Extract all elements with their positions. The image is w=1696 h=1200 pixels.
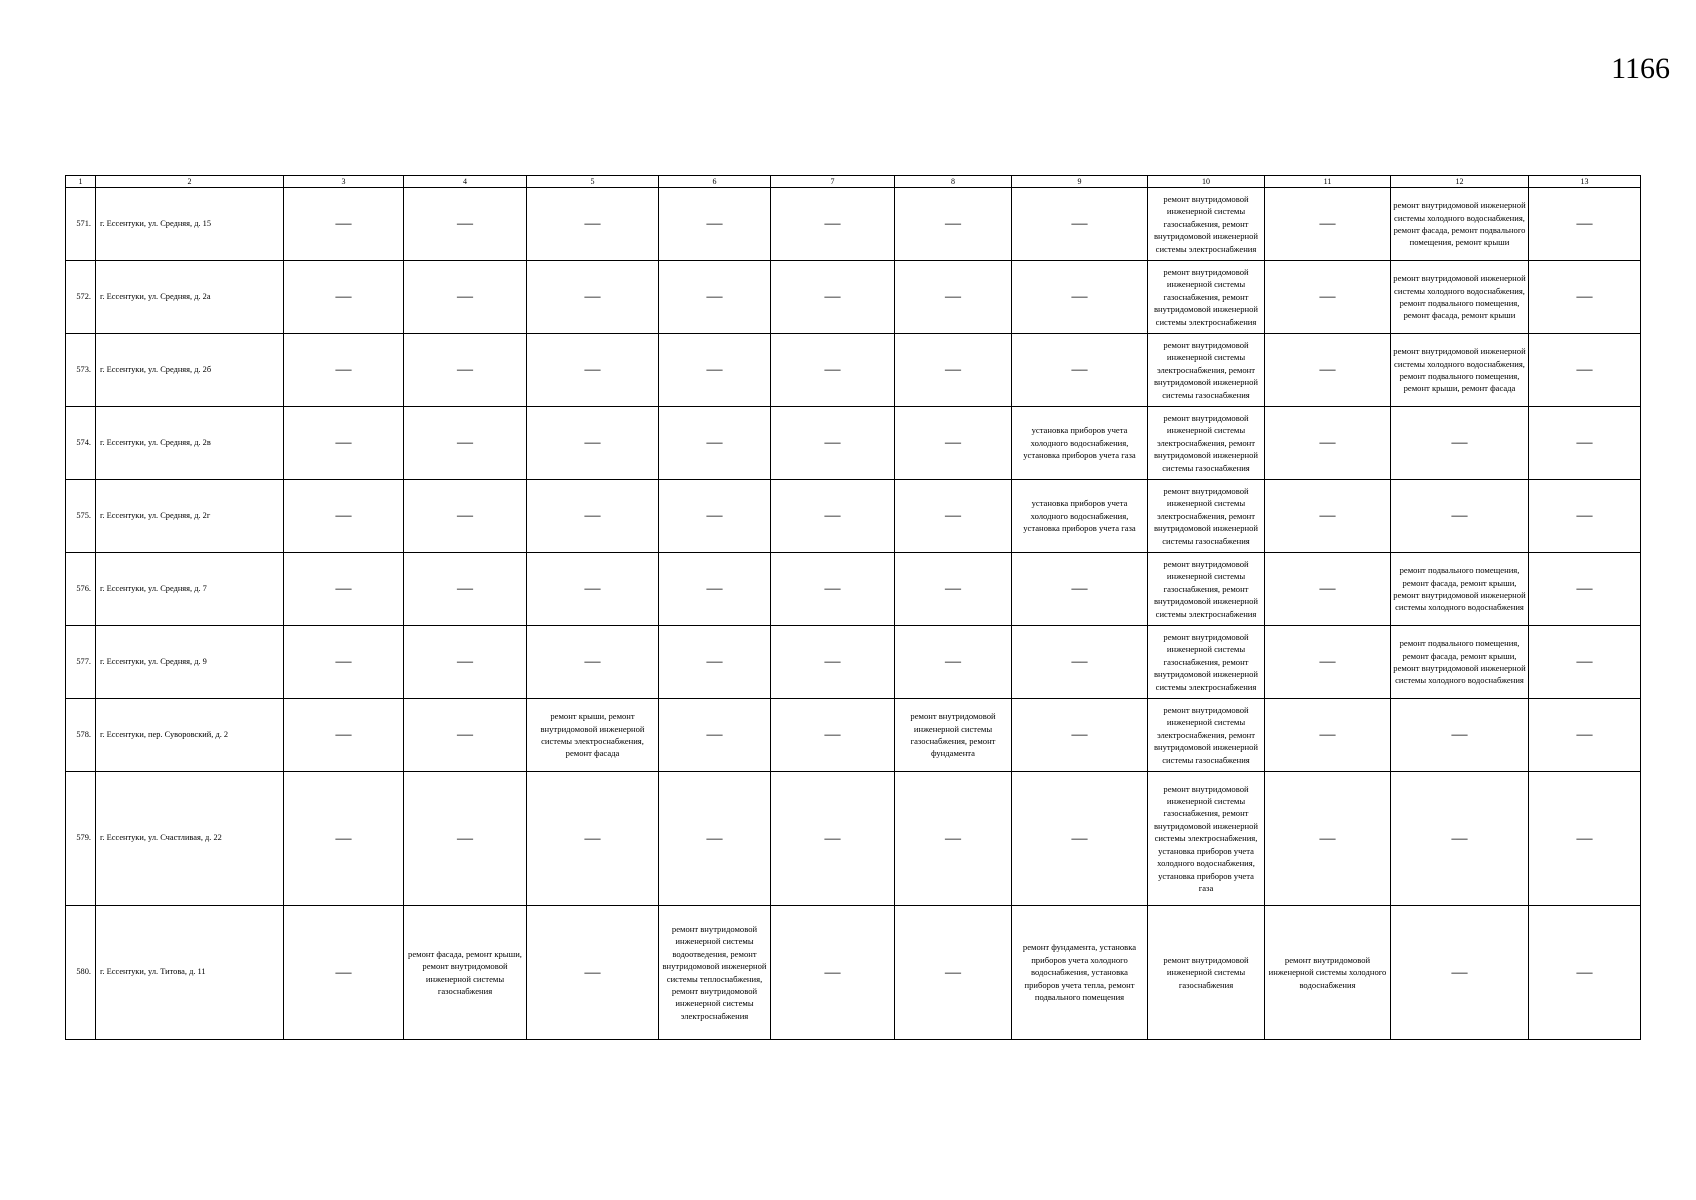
column-number-cell: 4 [404, 176, 527, 188]
address-cell: г. Ессентуки, ул. Средняя, д. 2г [96, 480, 284, 553]
empty-dash-cell: — [1012, 553, 1148, 626]
address-cell: г. Ессентуки, ул. Средняя, д. 2в [96, 407, 284, 480]
address-cell: г. Ессентуки, ул. Средняя, д. 2б [96, 334, 284, 407]
empty-dash-cell: — [659, 188, 771, 261]
empty-dash-cell: — [895, 261, 1012, 334]
empty-dash-cell: — [771, 906, 895, 1040]
table-row [66, 699, 1641, 772]
empty-dash-cell: — [895, 626, 1012, 699]
row-number-cell: 580. [66, 906, 96, 1040]
work-description-cell: ремонт внутридомовой инженерной системы газоснабжения, ремонт внутридомовой инженерной системы электроснабжения [1148, 626, 1265, 699]
empty-dash-cell: — [1265, 188, 1391, 261]
empty-dash-cell: — [284, 626, 404, 699]
empty-dash-cell: — [659, 261, 771, 334]
column-number-cell: 13 [1529, 176, 1641, 188]
empty-dash-cell: — [1012, 188, 1148, 261]
empty-dash-cell: — [1265, 772, 1391, 906]
empty-dash-cell: — [284, 407, 404, 480]
empty-dash-cell: — [284, 906, 404, 1040]
empty-dash-cell: — [404, 188, 527, 261]
empty-dash-cell: — [527, 906, 659, 1040]
row-number-cell: 574. [66, 407, 96, 480]
empty-dash-cell: — [771, 480, 895, 553]
empty-dash-cell: — [659, 699, 771, 772]
empty-dash-cell: — [1012, 334, 1148, 407]
column-number-row [66, 176, 1641, 188]
column-number-cell: 8 [895, 176, 1012, 188]
repair-register-table [65, 175, 1641, 1040]
empty-dash-cell: — [1391, 772, 1529, 906]
empty-dash-cell: — [1265, 553, 1391, 626]
empty-dash-cell: — [284, 553, 404, 626]
work-description-cell: установка приборов учета холодного водоснабжения, установка приборов учета газа [1012, 480, 1148, 553]
empty-dash-cell: — [404, 261, 527, 334]
empty-dash-cell: — [527, 261, 659, 334]
empty-dash-cell: — [1529, 906, 1641, 1040]
empty-dash-cell: — [1529, 480, 1641, 553]
empty-dash-cell: — [895, 334, 1012, 407]
column-number-cell: 9 [1012, 176, 1148, 188]
work-description-cell: ремонт фасада, ремонт крыши, ремонт внутридомовой инженерной системы газоснабжения [404, 906, 527, 1040]
work-description-cell: ремонт внутридомовой инженерной системы холодного водоснабжения, ремонт фасада, ремонт подвального помещения, ремонт крыши [1391, 188, 1529, 261]
column-number-cell: 2 [96, 176, 284, 188]
work-description-cell: ремонт крыши, ремонт внутридомовой инженерной системы электроснабжения, ремонт фасада [527, 699, 659, 772]
empty-dash-cell: — [659, 407, 771, 480]
empty-dash-cell: — [1265, 407, 1391, 480]
empty-dash-cell: — [284, 699, 404, 772]
address-cell: г. Ессентуки, пер. Суворовский, д. 2 [96, 699, 284, 772]
row-number-cell: 576. [66, 553, 96, 626]
empty-dash-cell: — [284, 334, 404, 407]
empty-dash-cell: — [404, 699, 527, 772]
empty-dash-cell: — [527, 334, 659, 407]
empty-dash-cell: — [895, 407, 1012, 480]
table-row [66, 906, 1641, 1040]
work-description-cell: ремонт фундамента, установка приборов учета холодного водоснабжения, установка приборов учета тепла, ремонт подвального помещения [1012, 906, 1148, 1040]
empty-dash-cell: — [404, 334, 527, 407]
empty-dash-cell: — [771, 626, 895, 699]
empty-dash-cell: — [771, 188, 895, 261]
row-number-cell: 575. [66, 480, 96, 553]
address-cell: г. Ессентуки, ул. Средняя, д. 15 [96, 188, 284, 261]
empty-dash-cell: — [659, 772, 771, 906]
empty-dash-cell: — [771, 772, 895, 906]
empty-dash-cell: — [527, 188, 659, 261]
empty-dash-cell: — [659, 334, 771, 407]
empty-dash-cell: — [895, 906, 1012, 1040]
column-number-cell: 12 [1391, 176, 1529, 188]
empty-dash-cell: — [1265, 480, 1391, 553]
empty-dash-cell: — [1529, 699, 1641, 772]
row-number-cell: 573. [66, 334, 96, 407]
empty-dash-cell: — [404, 480, 527, 553]
empty-dash-cell: — [1529, 553, 1641, 626]
empty-dash-cell: — [1529, 261, 1641, 334]
address-cell: г. Ессентуки, ул. Счастливая, д. 22 [96, 772, 284, 906]
address-cell: г. Ессентуки, ул. Средняя, д. 9 [96, 626, 284, 699]
address-cell: г. Ессентуки, ул. Средняя, д. 7 [96, 553, 284, 626]
work-description-cell: ремонт внутридомовой инженерной системы электроснабжения, ремонт внутридомовой инженерной системы газоснабжения [1148, 699, 1265, 772]
address-cell: г. Ессентуки, ул. Средняя, д. 2а [96, 261, 284, 334]
work-description-cell: ремонт внутридомовой инженерной системы газоснабжения, ремонт внутридомовой инженерной системы электроснабжения [1148, 553, 1265, 626]
empty-dash-cell: — [659, 480, 771, 553]
empty-dash-cell: — [1391, 699, 1529, 772]
column-number-cell: 10 [1148, 176, 1265, 188]
empty-dash-cell: — [284, 188, 404, 261]
empty-dash-cell: — [895, 188, 1012, 261]
empty-dash-cell: — [527, 772, 659, 906]
work-description-cell: установка приборов учета холодного водоснабжения, установка приборов учета газа [1012, 407, 1148, 480]
empty-dash-cell: — [1012, 626, 1148, 699]
table-row [66, 188, 1641, 261]
empty-dash-cell: — [659, 626, 771, 699]
work-description-cell: ремонт внутридомовой инженерной системы газоснабжения, ремонт внутридомовой инженерной системы электроснабжения [1148, 188, 1265, 261]
empty-dash-cell: — [771, 699, 895, 772]
work-description-cell: ремонт внутридомовой инженерной системы электроснабжения, ремонт внутридомовой инженерной системы газоснабжения [1148, 334, 1265, 407]
work-description-cell: ремонт подвального помещения, ремонт фасада, ремонт крыши, ремонт внутридомовой инженерной системы холодного водоснабжения [1391, 626, 1529, 699]
empty-dash-cell: — [1391, 906, 1529, 1040]
work-description-cell: ремонт внутридомовой инженерной системы газоснабжения [1148, 906, 1265, 1040]
empty-dash-cell: — [895, 480, 1012, 553]
empty-dash-cell: — [1012, 261, 1148, 334]
work-description-cell: ремонт внутридомовой инженерной системы холодного водоснабжения [1265, 906, 1391, 1040]
work-description-cell: ремонт внутридомовой инженерной системы электроснабжения, ремонт внутридомовой инженерной системы газоснабжения [1148, 480, 1265, 553]
empty-dash-cell: — [1265, 261, 1391, 334]
empty-dash-cell: — [771, 407, 895, 480]
work-description-cell: ремонт подвального помещения, ремонт фасада, ремонт крыши, ремонт внутридомовой инженерной системы холодного водоснабжения [1391, 553, 1529, 626]
empty-dash-cell: — [1529, 334, 1641, 407]
empty-dash-cell: — [284, 261, 404, 334]
work-description-cell: ремонт внутридомовой инженерной системы холодного водоснабжения, ремонт подвального помещения, ремонт крыши, ремонт фасада [1391, 334, 1529, 407]
empty-dash-cell: — [771, 334, 895, 407]
empty-dash-cell: — [527, 626, 659, 699]
empty-dash-cell: — [1265, 626, 1391, 699]
work-description-cell: ремонт внутридомовой инженерной системы водоотведения, ремонт внутридомовой инженерной системы теплоснабжения, ремонт внутридомовой инженерной системы электроснабжения [659, 906, 771, 1040]
empty-dash-cell: — [1391, 480, 1529, 553]
empty-dash-cell: — [284, 772, 404, 906]
table-row [66, 772, 1641, 906]
empty-dash-cell: — [1265, 334, 1391, 407]
column-number-cell: 11 [1265, 176, 1391, 188]
work-description-cell: ремонт внутридомовой инженерной системы газоснабжения, ремонт внутридомовой инженерной системы электроснабжения [1148, 261, 1265, 334]
empty-dash-cell: — [404, 772, 527, 906]
empty-dash-cell: — [1391, 407, 1529, 480]
table-row [66, 480, 1641, 553]
page-number: 1166 [1611, 52, 1670, 85]
empty-dash-cell: — [1529, 772, 1641, 906]
column-number-cell: 6 [659, 176, 771, 188]
empty-dash-cell: — [284, 480, 404, 553]
empty-dash-cell: — [1529, 188, 1641, 261]
empty-dash-cell: — [527, 553, 659, 626]
empty-dash-cell: — [404, 407, 527, 480]
empty-dash-cell: — [527, 407, 659, 480]
empty-dash-cell: — [659, 553, 771, 626]
empty-dash-cell: — [895, 772, 1012, 906]
column-number-cell: 3 [284, 176, 404, 188]
empty-dash-cell: — [404, 553, 527, 626]
row-number-cell: 579. [66, 772, 96, 906]
column-number-cell: 7 [771, 176, 895, 188]
column-number-cell: 1 [66, 176, 96, 188]
empty-dash-cell: — [1529, 626, 1641, 699]
work-description-cell: ремонт внутридомовой инженерной системы электроснабжения, ремонт внутридомовой инженерной системы газоснабжения [1148, 407, 1265, 480]
table-row [66, 553, 1641, 626]
row-number-cell: 572. [66, 261, 96, 334]
empty-dash-cell: — [527, 480, 659, 553]
empty-dash-cell: — [771, 553, 895, 626]
row-number-cell: 571. [66, 188, 96, 261]
row-number-cell: 577. [66, 626, 96, 699]
empty-dash-cell: — [895, 553, 1012, 626]
table-row [66, 334, 1641, 407]
row-number-cell: 578. [66, 699, 96, 772]
work-description-cell: ремонт внутридомовой инженерной системы газоснабжения, ремонт внутридомовой инженерной системы электроснабжения, установка приборов учета холодного водоснабжения, установка приборов учета газа [1148, 772, 1265, 906]
table-row [66, 261, 1641, 334]
empty-dash-cell: — [404, 626, 527, 699]
empty-dash-cell: — [771, 261, 895, 334]
address-cell: г. Ессентуки, ул. Титова, д. 11 [96, 906, 284, 1040]
work-description-cell: ремонт внутридомовой инженерной системы холодного водоснабжения, ремонт подвального помещения, ремонт фасада, ремонт крыши [1391, 261, 1529, 334]
empty-dash-cell: — [1265, 699, 1391, 772]
empty-dash-cell: — [1012, 772, 1148, 906]
table-row [66, 626, 1641, 699]
empty-dash-cell: — [1529, 407, 1641, 480]
work-description-cell: ремонт внутридомовой инженерной системы газоснабжения, ремонт фундамента [895, 699, 1012, 772]
table-row [66, 407, 1641, 480]
column-number-cell: 5 [527, 176, 659, 188]
empty-dash-cell: — [1012, 699, 1148, 772]
